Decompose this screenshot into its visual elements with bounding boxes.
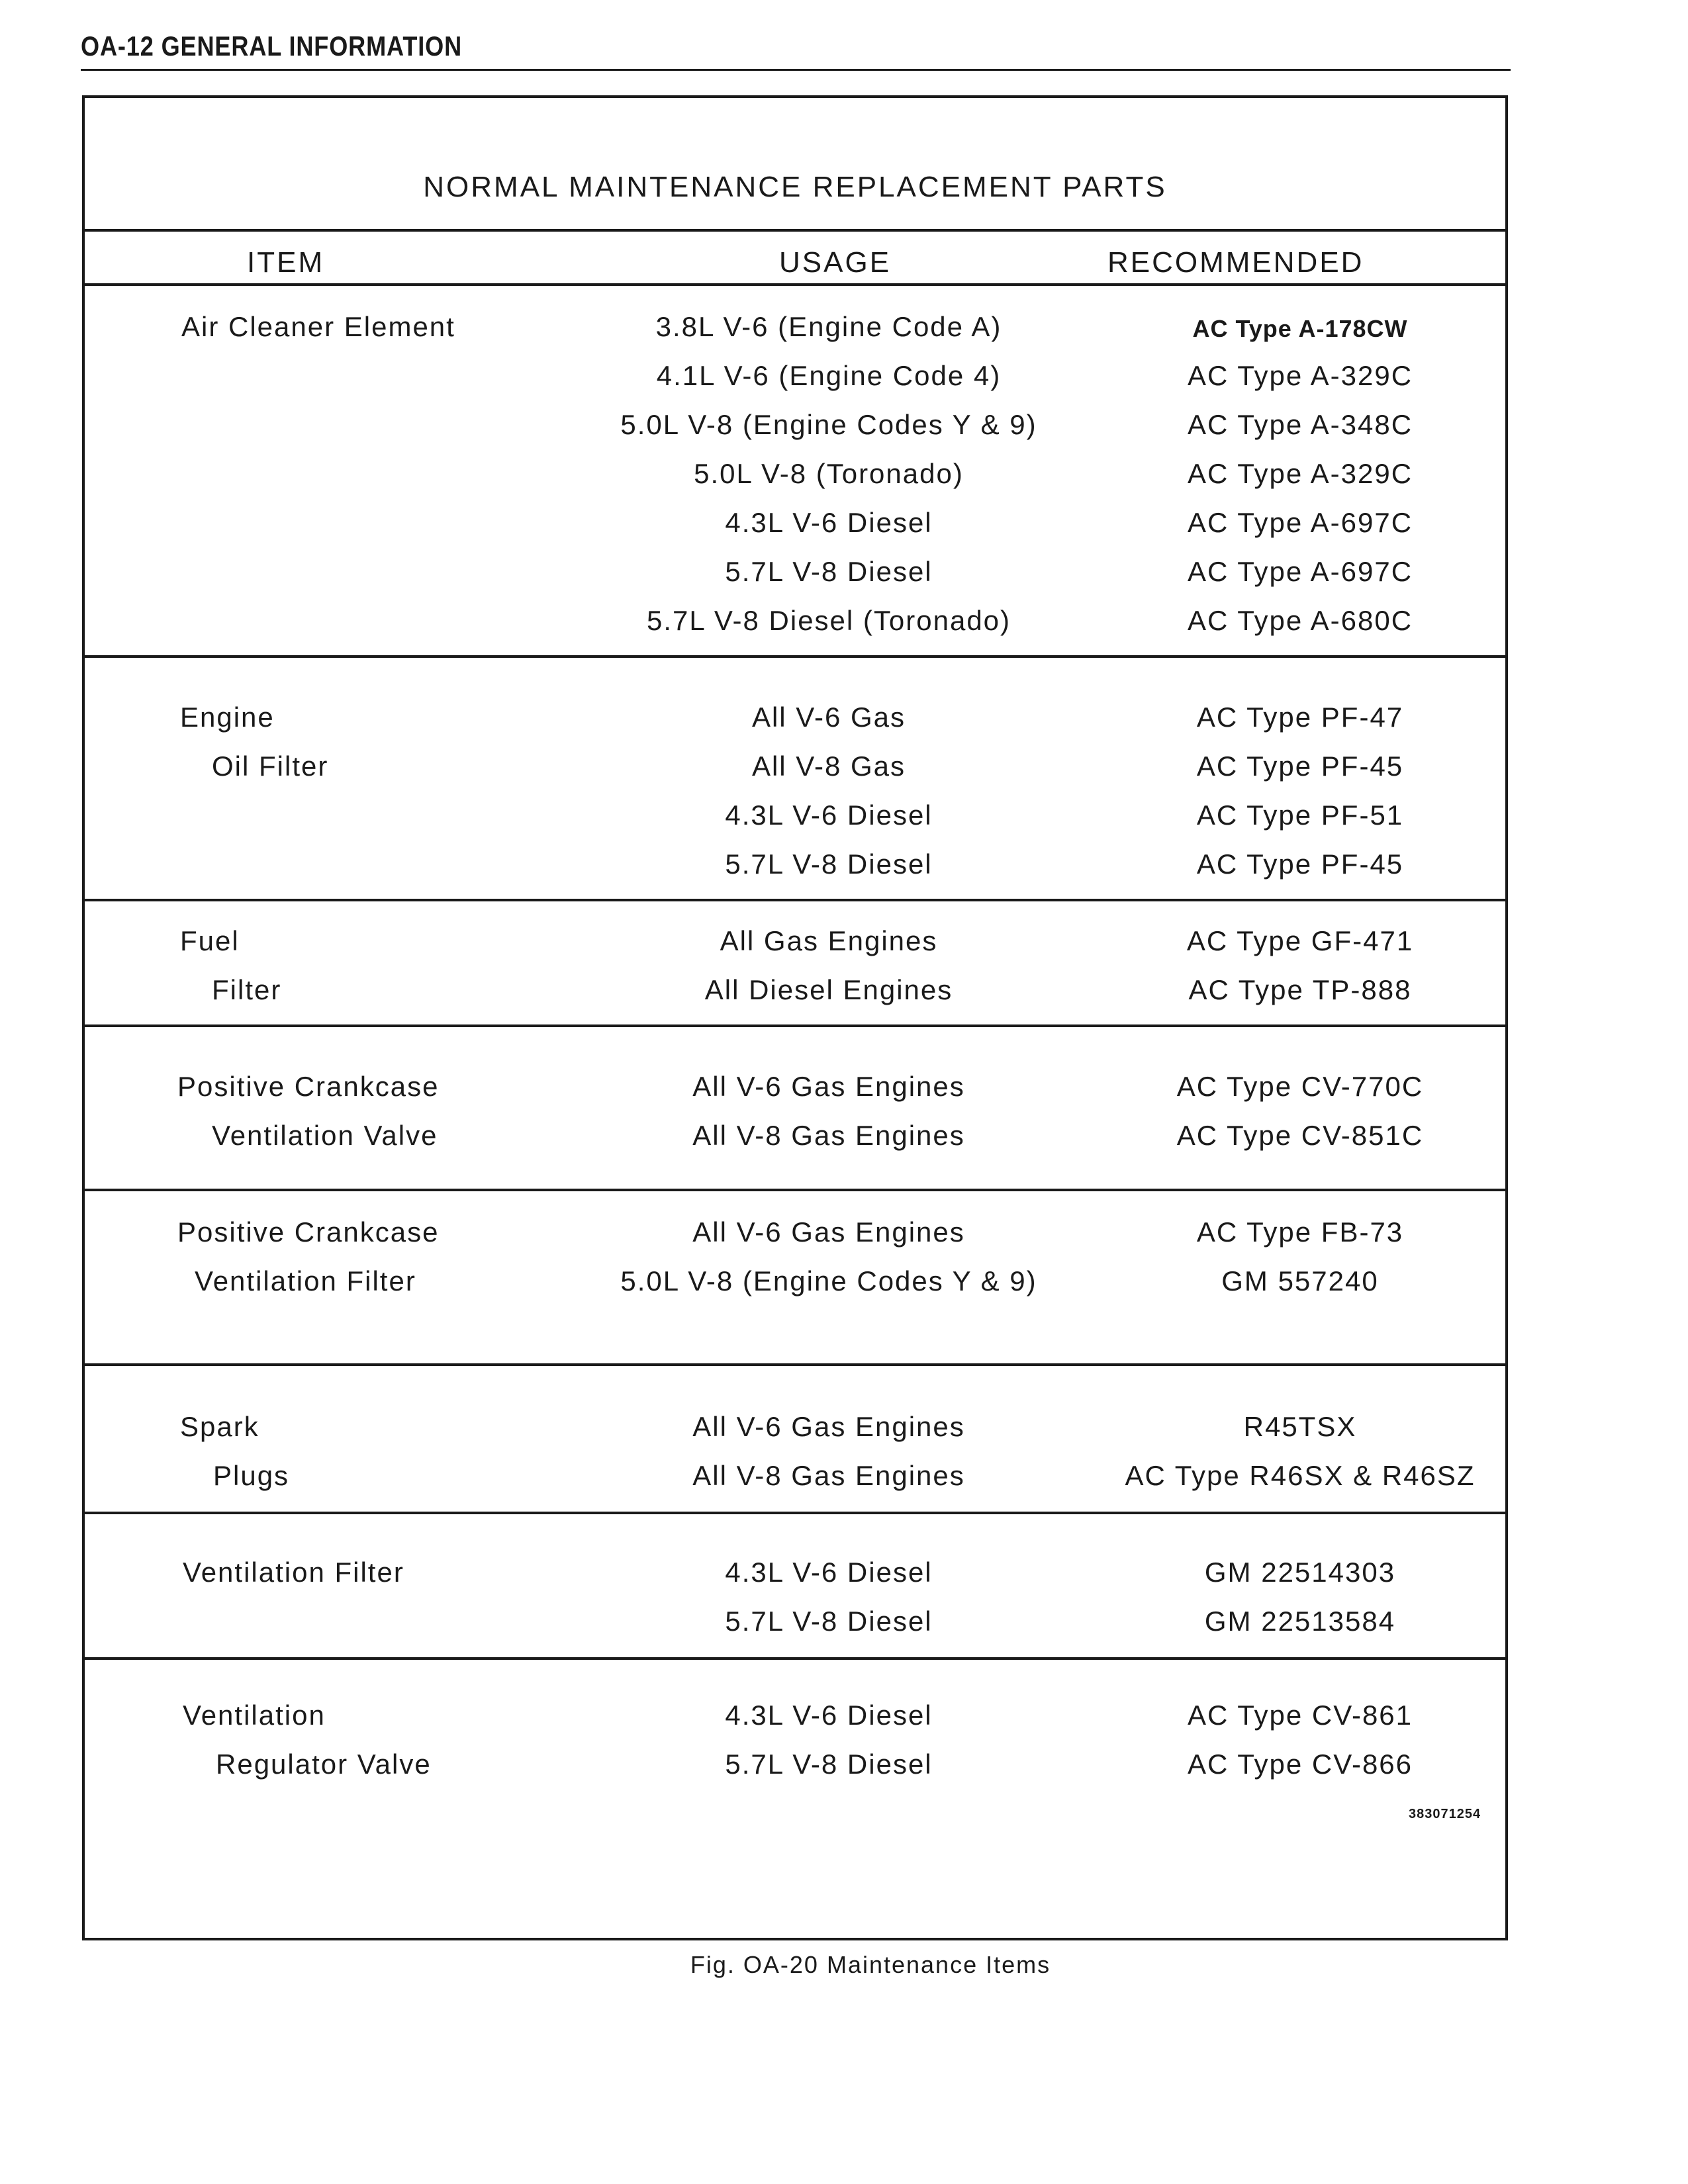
- item-label: Air Cleaner Element: [181, 311, 455, 342]
- usage-cell: 4.3L V-6 Diesel: [725, 1700, 933, 1731]
- recommended-cell: AC Type PF-51: [1196, 799, 1404, 831]
- header-divider: [85, 283, 1505, 286]
- recommended-cell: AC Type A-697C: [1187, 507, 1413, 538]
- item-label: Fuel: [180, 925, 240, 956]
- recommended-cell: AC Type A-697C: [1187, 556, 1413, 587]
- usage-cell: All V-6 Gas Engines: [692, 1216, 965, 1248]
- recommended-cell: R45TSX: [1243, 1411, 1357, 1442]
- usage-cell: All Gas Engines: [720, 925, 938, 956]
- recommended-cell: AC Type CV-770C: [1176, 1071, 1424, 1102]
- figure-caption: Fig. OA-20 Maintenance Items: [690, 1951, 1051, 1978]
- table-title: NORMAL MAINTENANCE REPLACEMENT PARTS: [423, 171, 1167, 203]
- title-divider: [85, 229, 1505, 232]
- usage-cell: 3.8L V-6 (Engine Code A): [655, 311, 1002, 342]
- recommended-cell: AC Type CV-866: [1187, 1749, 1413, 1780]
- usage-cell: 5.7L V-8 Diesel: [725, 1749, 933, 1780]
- recommended-cell: AC Type A-329C: [1187, 458, 1413, 489]
- usage-cell: All V-6 Gas: [751, 702, 906, 733]
- item-label: Ventilation Valve: [212, 1120, 438, 1151]
- usage-cell: 5.7L V-8 Diesel: [725, 848, 933, 880]
- item-label: Ventilation Filter: [195, 1265, 416, 1297]
- item-label: Positive Crankcase: [177, 1216, 440, 1248]
- header-rule: [81, 69, 1511, 71]
- page-header: OA-12 GENERAL INFORMATION: [81, 30, 463, 62]
- maintenance-parts-table: [82, 95, 1508, 1940]
- recommended-cell: GM 557240: [1221, 1265, 1379, 1297]
- recommended-cell: GM 22513584: [1204, 1606, 1396, 1637]
- recommended-cell: AC Type A-329C: [1187, 360, 1413, 391]
- usage-cell: 5.7L V-8 Diesel: [725, 1606, 933, 1637]
- item-label: Plugs: [213, 1460, 290, 1491]
- recommended-cell: AC Type R46SX & R46SZ: [1125, 1460, 1476, 1491]
- recommended-cell: AC Type PF-45: [1196, 751, 1404, 782]
- column-header-item: ITEM: [247, 246, 325, 279]
- item-label: Filter: [212, 974, 282, 1005]
- column-header-recommended: RECOMMENDED: [1107, 246, 1364, 279]
- item-label: Oil Filter: [212, 751, 329, 782]
- usage-cell: All V-6 Gas Engines: [692, 1411, 965, 1442]
- item-label: Ventilation Filter: [183, 1557, 404, 1588]
- figure-code: 383071254: [1409, 1807, 1481, 1821]
- recommended-cell: GM 22514303: [1204, 1557, 1396, 1588]
- usage-cell: 5.7L V-8 Diesel (Toronado): [646, 605, 1011, 636]
- row-divider: [85, 1363, 1505, 1366]
- usage-cell: 4.1L V-6 (Engine Code 4): [656, 360, 1002, 391]
- row-divider: [85, 1024, 1505, 1027]
- item-label: Positive Crankcase: [177, 1071, 440, 1102]
- column-header-usage: USAGE: [779, 246, 892, 279]
- item-label: Spark: [180, 1411, 259, 1442]
- recommended-cell: AC Type GF-471: [1186, 925, 1414, 956]
- recommended-cell: AC Type PF-45: [1196, 848, 1404, 880]
- usage-cell: All Diesel Engines: [704, 974, 953, 1005]
- recommended-cell: AC Type FB-73: [1196, 1216, 1404, 1248]
- recommended-cell: AC Type PF-47: [1196, 702, 1404, 733]
- row-divider: [85, 1512, 1505, 1514]
- usage-cell: All V-8 Gas Engines: [692, 1120, 965, 1151]
- usage-cell: 5.0L V-8 (Engine Codes Y & 9): [620, 1265, 1037, 1297]
- row-divider: [85, 655, 1505, 658]
- recommended-cell: AC Type A-178CW: [1192, 315, 1408, 342]
- row-divider: [85, 1189, 1505, 1191]
- row-divider: [85, 1657, 1505, 1660]
- recommended-cell: AC Type A-680C: [1187, 605, 1413, 636]
- item-label: Ventilation: [183, 1700, 326, 1731]
- recommended-cell: AC Type A-348C: [1187, 409, 1413, 440]
- usage-cell: 4.3L V-6 Diesel: [725, 799, 933, 831]
- usage-cell: All V-8 Gas Engines: [692, 1460, 965, 1491]
- recommended-cell: AC Type CV-861: [1187, 1700, 1413, 1731]
- usage-cell: All V-8 Gas: [751, 751, 906, 782]
- usage-cell: 4.3L V-6 Diesel: [725, 507, 933, 538]
- usage-cell: 5.0L V-8 (Engine Codes Y & 9): [620, 409, 1037, 440]
- usage-cell: 4.3L V-6 Diesel: [725, 1557, 933, 1588]
- recommended-cell: AC Type CV-851C: [1176, 1120, 1424, 1151]
- usage-cell: 5.7L V-8 Diesel: [725, 556, 933, 587]
- row-divider: [85, 899, 1505, 901]
- item-label: Engine: [180, 702, 275, 733]
- usage-cell: 5.0L V-8 (Toronado): [694, 458, 964, 489]
- usage-cell: All V-6 Gas Engines: [692, 1071, 965, 1102]
- item-label: Regulator Valve: [216, 1749, 432, 1780]
- recommended-cell: AC Type TP-888: [1188, 974, 1412, 1005]
